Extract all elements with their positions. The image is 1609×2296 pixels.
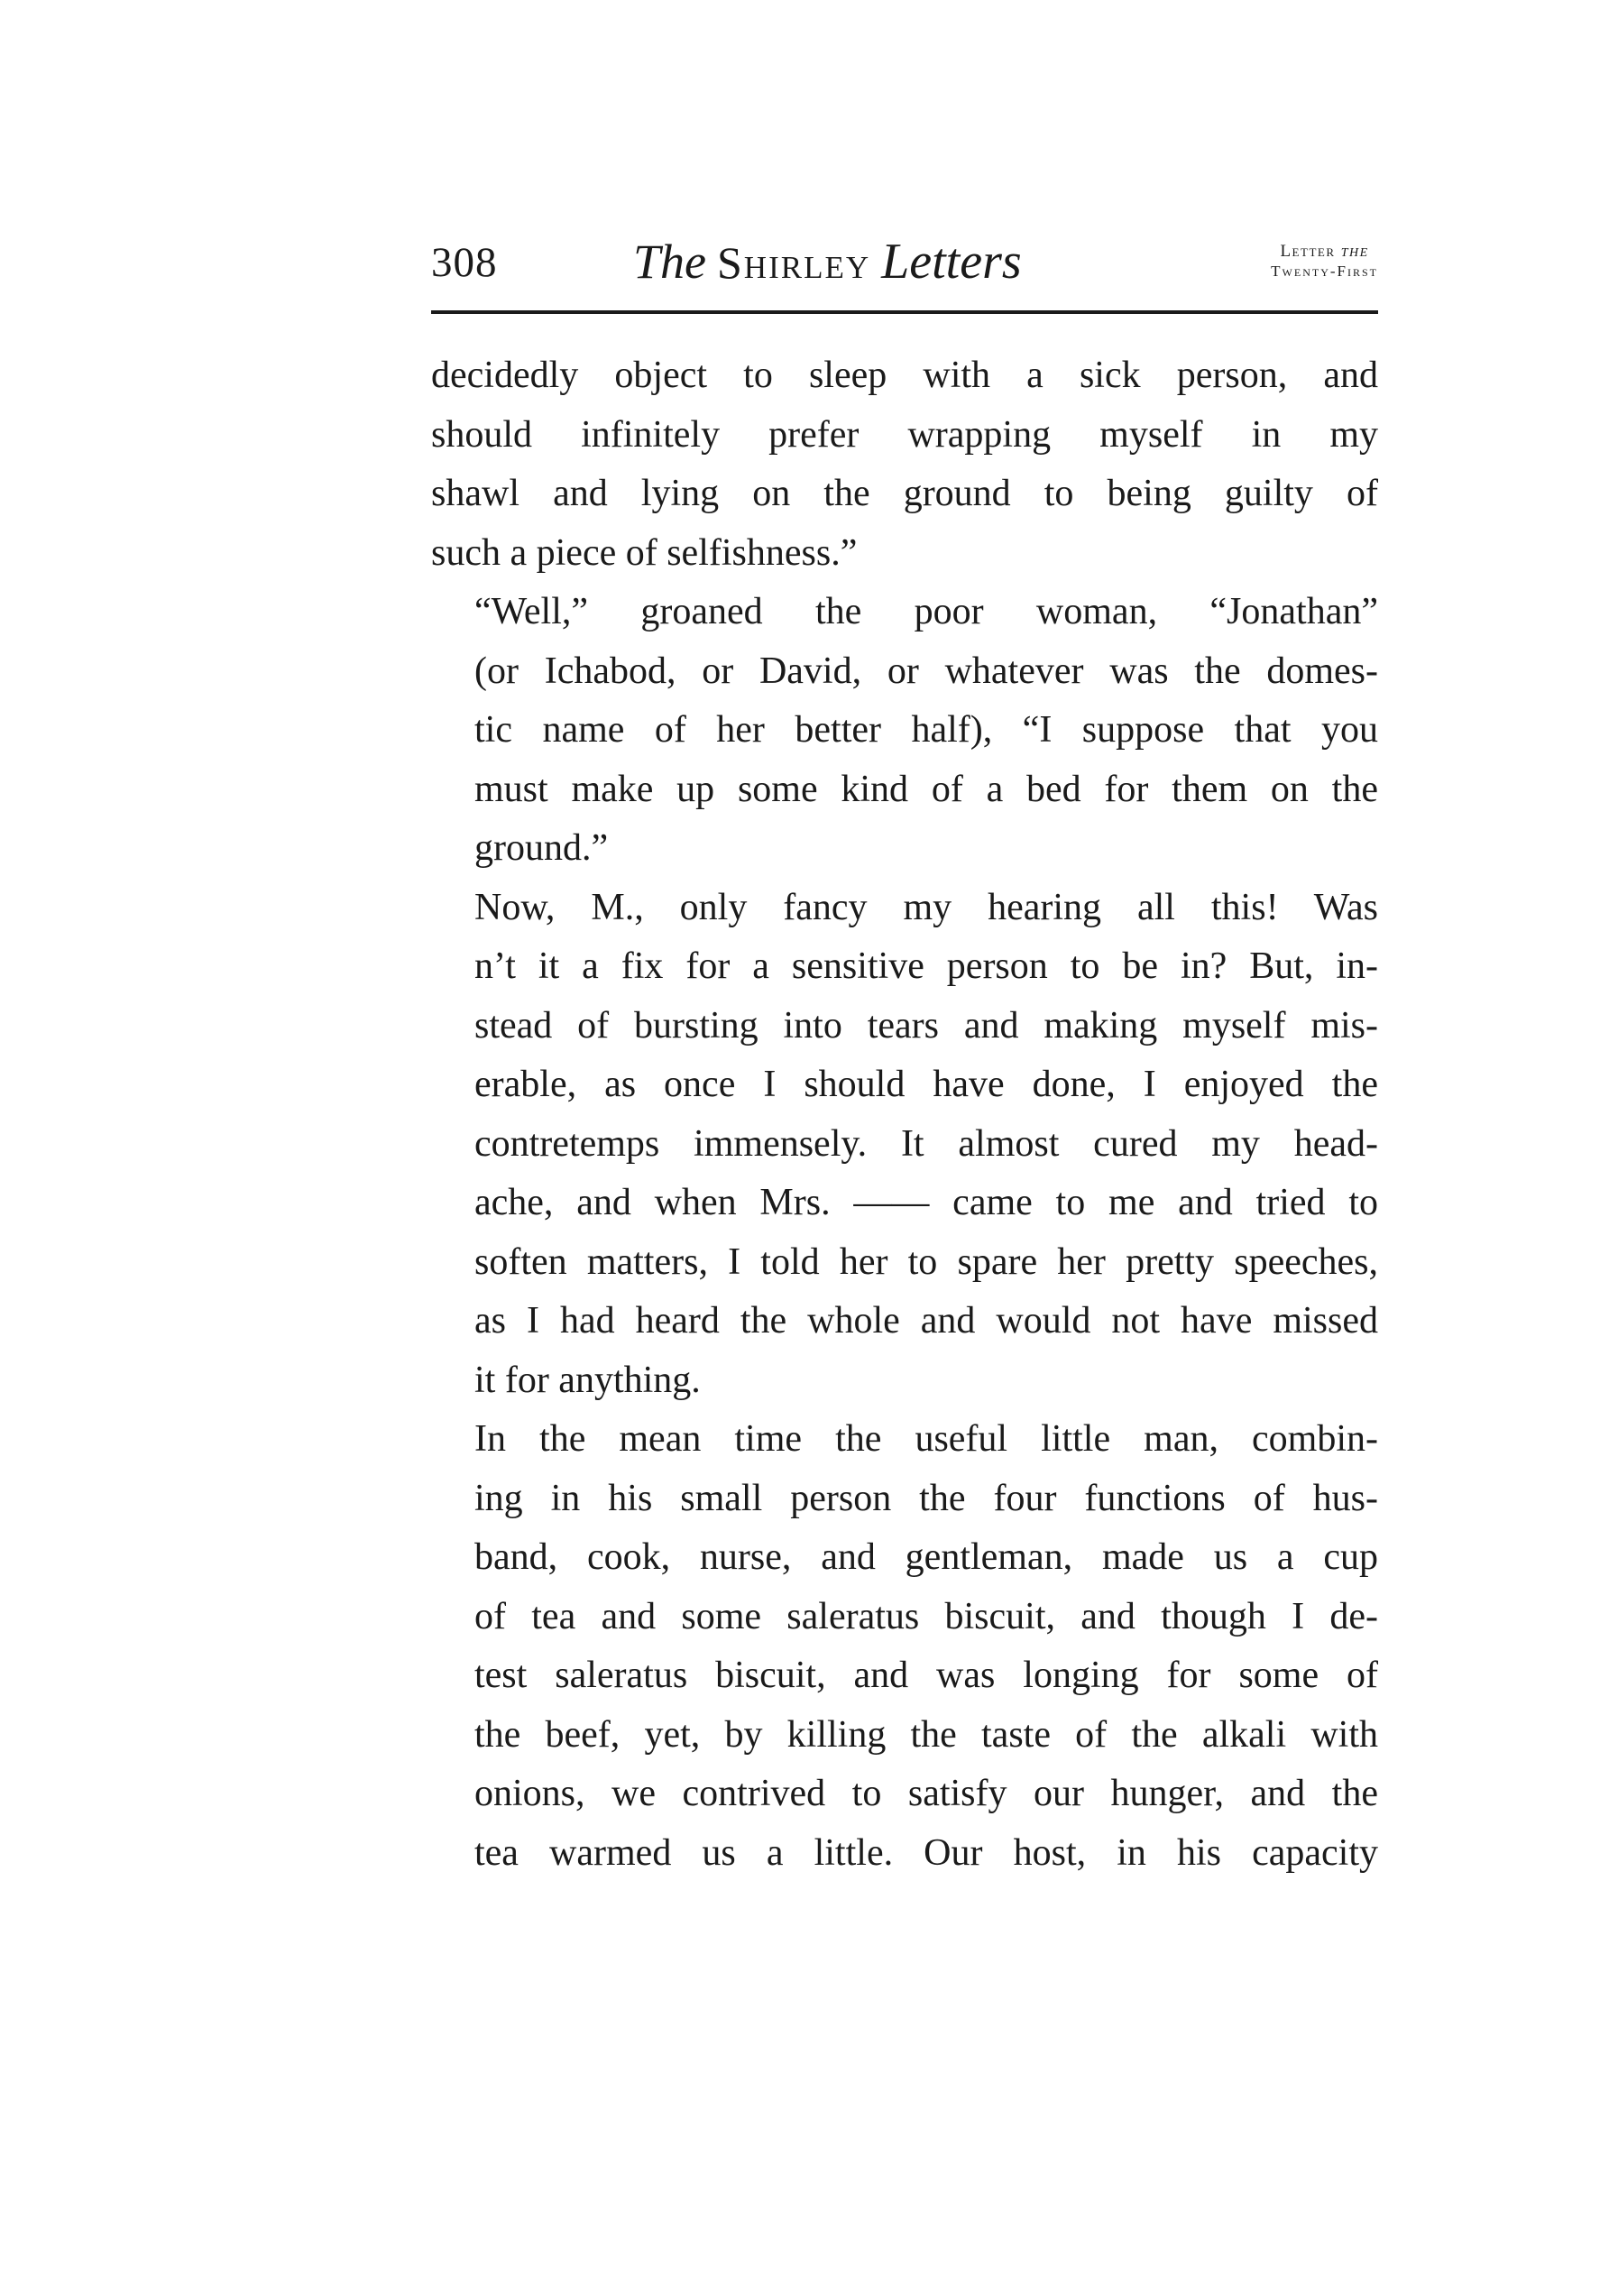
header-rule (431, 310, 1378, 314)
text-line: it for anything. (474, 1359, 701, 1401)
text-line: test saleratus biscuit, and was longing for some of (474, 1655, 1378, 1696)
text-line: ground.” (474, 827, 609, 869)
letter-label-the: the (1340, 241, 1369, 261)
text-line: must make up some kind of a bed for them on the (474, 768, 1378, 810)
text-line: In the mean time the useful little man, combin- (474, 1418, 1378, 1460)
running-title-letters: Letters (881, 234, 1022, 290)
text-line: erable, as once I should have done, I enjoyed the (474, 1064, 1378, 1105)
running-title-the: The (633, 235, 706, 289)
text-line: Now, M., only fancy my hearing all this! Was (474, 886, 1378, 928)
text-line: such a piece of selfishness.” (431, 531, 858, 574)
running-title-shirley: Shirley (717, 237, 871, 288)
text-line: soften matters, I told her to spare her pretty speeches, (474, 1240, 1378, 1283)
letter-label-line-1 (1271, 242, 1378, 260)
text-line: should infinitely prefer wrapping myself in my (431, 413, 1378, 456)
text-line: stead of bursting into tears and making myself mis- (474, 1004, 1378, 1047)
text-line: the beef, yet, by killing the taste of the alkali with (474, 1713, 1378, 1756)
paragraph-1 (431, 346, 1378, 583)
text-line: n’t it a fix for a sensitive person to be in? But, in- (474, 945, 1378, 987)
text-line: tic name of her better half), “I suppose that you (474, 709, 1378, 751)
text-line: band, cook, nurse, and gentleman, made us a cup (474, 1536, 1378, 1578)
text-line: decidedly object to sleep with a sick person, and (431, 355, 1378, 396)
running-header (431, 233, 1378, 305)
letter-number-label (1271, 242, 1378, 279)
paragraph-3 (431, 879, 1378, 1411)
text-line: contretemps immensely. It almost cured my head- (474, 1122, 1378, 1165)
paragraph-2 (431, 583, 1378, 879)
body-text (431, 346, 1378, 1883)
letter-label-word: Letter (1280, 242, 1336, 261)
text-line: of tea and some saleratus biscuit, and though I de- (474, 1595, 1378, 1637)
text-line: shawl and lying on the ground to being guilty of (431, 473, 1378, 514)
text-line: tea warmed us a little. Our host, in his capacity (474, 1831, 1378, 1874)
text-line: ache, and when Mrs. —— came to me and tried to (474, 1182, 1378, 1223)
text-line: ing in his small person the four functions of hus- (474, 1477, 1378, 1519)
text-line: (or Ichabod, or David, or whatever was the domes- (474, 650, 1378, 692)
text-line: onions, we contrived to satisfy our hunger, and the (474, 1773, 1378, 1814)
running-title (633, 233, 1022, 290)
paragraph-4 (431, 1410, 1378, 1883)
text-line: “Well,” groaned the poor woman, “Jonathan” (474, 591, 1378, 632)
letter-label-line-2: Twenty-First (1271, 263, 1378, 280)
page-number: 308 (431, 239, 498, 286)
text-line: as I had heard the whole and would not have missed (474, 1300, 1378, 1342)
